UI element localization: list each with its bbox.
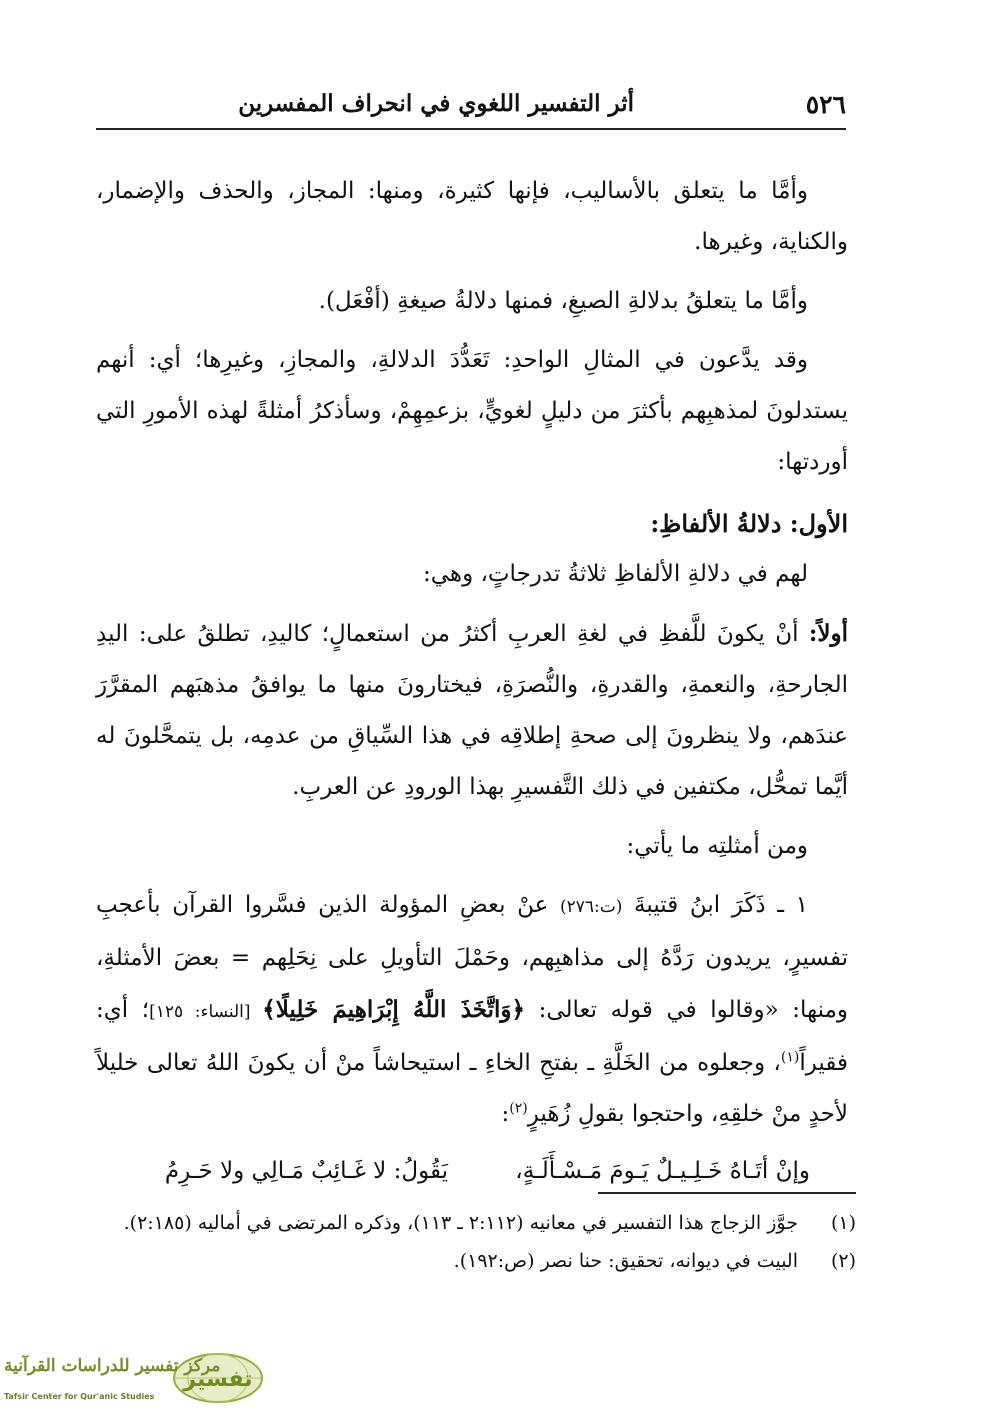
verse-reference: [النساء: ١٢٥] bbox=[149, 1002, 263, 1022]
example-text-d: ، وجعلوه من الخَلَّةِ ـ بفتحِ الخاءِ ـ استيحاشاً منْ أن يكونَ اللهُ تعالى خليلاً لأحدٍ منْ خلقِهِ، واحتجوا بقولِ زُهَيرٍ bbox=[96, 1050, 848, 1127]
book-title: أثر التفسير اللغوي في انحراف المفسرين bbox=[238, 90, 634, 117]
logo-arabic-name: مركز تفسير للدراسات القرآنية bbox=[4, 1356, 221, 1376]
verse-second-hemistich: يَقُولُ: لا غَـائِبٌ مَـالِي ولا حَـرِمُ bbox=[164, 1158, 448, 1184]
paragraph-claims: وقد يدَّعون في المثالِ الواحدِ: تَعَدُّدَ الدلالةِ، والمجازِ، وغيرِها؛ أي: أنهم يستدلونَ لمذهبِهم بأكثرَ من دليلٍ لغويٍّ، بزعمِهِمْ، وسأذكرُ أمثلةً لهذه الأمورِ التي أوردتها: bbox=[96, 347, 848, 475]
first-text: أنْ يكونَ للَّفظِ في لغةِ العربِ أكثرُ من استعمالٍ؛ كاليدِ، تطلقُ على: اليدِ الجارحةِ، والنعمةِ، والقدرةِ، والنُّصرَةِ، فيختارونَ منها ما يوافقُ مذهبَهم المقرَّرَ عندَهم، ولا ينظرونَ إلى صحةِ إطلاقِه في هذا السِّياقِ من عدمِه، بل يتمحَّلونَ له أيَّما تمحُّل، مكتفين في ذلك التَّفسيرِ بهذا الورودِ عن العربِ. bbox=[96, 621, 848, 800]
footnote-number: (١) bbox=[830, 1212, 856, 1234]
paragraph-degrees: لهم في دلالةِ الألفاظِ ثلاثةُ تدرجاتٍ، وهي: bbox=[423, 561, 808, 587]
first-label: أولاً: bbox=[808, 620, 848, 647]
footnote-number: (٢) bbox=[830, 1250, 856, 1272]
footnote-text: جوَّز الزجاج هذا التفسير في معانيه (٢:١١٢ ـ ١١٣)، وذكره المرتضى في أماليه (٢:١٨٥). bbox=[123, 1212, 798, 1234]
logo-emblem-text: تفسير bbox=[183, 1367, 253, 1392]
section-heading: الأول: دلالةُ الألفاظِ: bbox=[650, 509, 848, 538]
main-text bbox=[96, 166, 848, 1202]
paragraph-forms: وأمَّا ما يتعلقُ بدلالةِ الصيغِ، فمنها دلالةُ صيغةِ (أفْعَل). bbox=[318, 288, 808, 314]
running-header bbox=[96, 88, 846, 124]
logo-english-name: Tafsir Center for Qur'anic Studies bbox=[4, 1392, 155, 1401]
example-text-b: عنْ بعضِ المؤولة الذين فسَّروا القرآن بأعجبِ تفسيرٍ، يريدون رَدَّهُ إلى مذاهبِهم، وحَمْلَ التأويلِ على نِحَلِهم = بعضَ الأمثلةِ، ومنها: «وقالوا في قوله تعالى: bbox=[96, 892, 849, 1023]
example-text-c: ؛ أي: فقيراً bbox=[96, 997, 848, 1076]
example-text-a: ١ ـ ذَكَرَ ابنُ قتيبةَ bbox=[622, 892, 808, 918]
footnote-1 bbox=[96, 1206, 856, 1240]
paragraph-first-degree bbox=[96, 608, 848, 813]
footnote-ref-2[interactable]: (٢) bbox=[509, 1100, 528, 1117]
verse-first-hemistich: وإنْ أتَـاهُ خَـلِـيـلٌ يَـومَ مَـسْـأَلَـةٍ، bbox=[515, 1158, 810, 1184]
footnote-text: البيت في ديوانه، تحقيق: حنا نصر (ص:١٩٢). bbox=[453, 1250, 798, 1272]
footnote-divider bbox=[598, 1192, 856, 1194]
quran-verse: ﴿وَاتَّخَذَ اللَّهُ إِبْرَاهِيمَ خَلِيلًا﴾ bbox=[262, 996, 525, 1023]
footnote-2 bbox=[96, 1244, 856, 1278]
example-text-e: : bbox=[501, 1101, 510, 1127]
footnotes bbox=[96, 1206, 856, 1282]
page-number: ٥٢٦ bbox=[805, 90, 846, 119]
death-date: (ت:٢٧٦) bbox=[560, 897, 623, 917]
footnote-ref-1[interactable]: (١) bbox=[780, 1049, 800, 1066]
paragraph-example-1 bbox=[96, 880, 848, 1140]
paragraph-examples-intro: ومن أمثلتِه ما يأتي: bbox=[626, 833, 808, 859]
paragraph-styles: وأمَّا ما يتعلق بالأساليب، فإنها كثيرة، ومنها: المجاز، والحذف والإضمار، والكناية، وغيرها. bbox=[96, 178, 848, 255]
header-divider bbox=[96, 128, 846, 130]
